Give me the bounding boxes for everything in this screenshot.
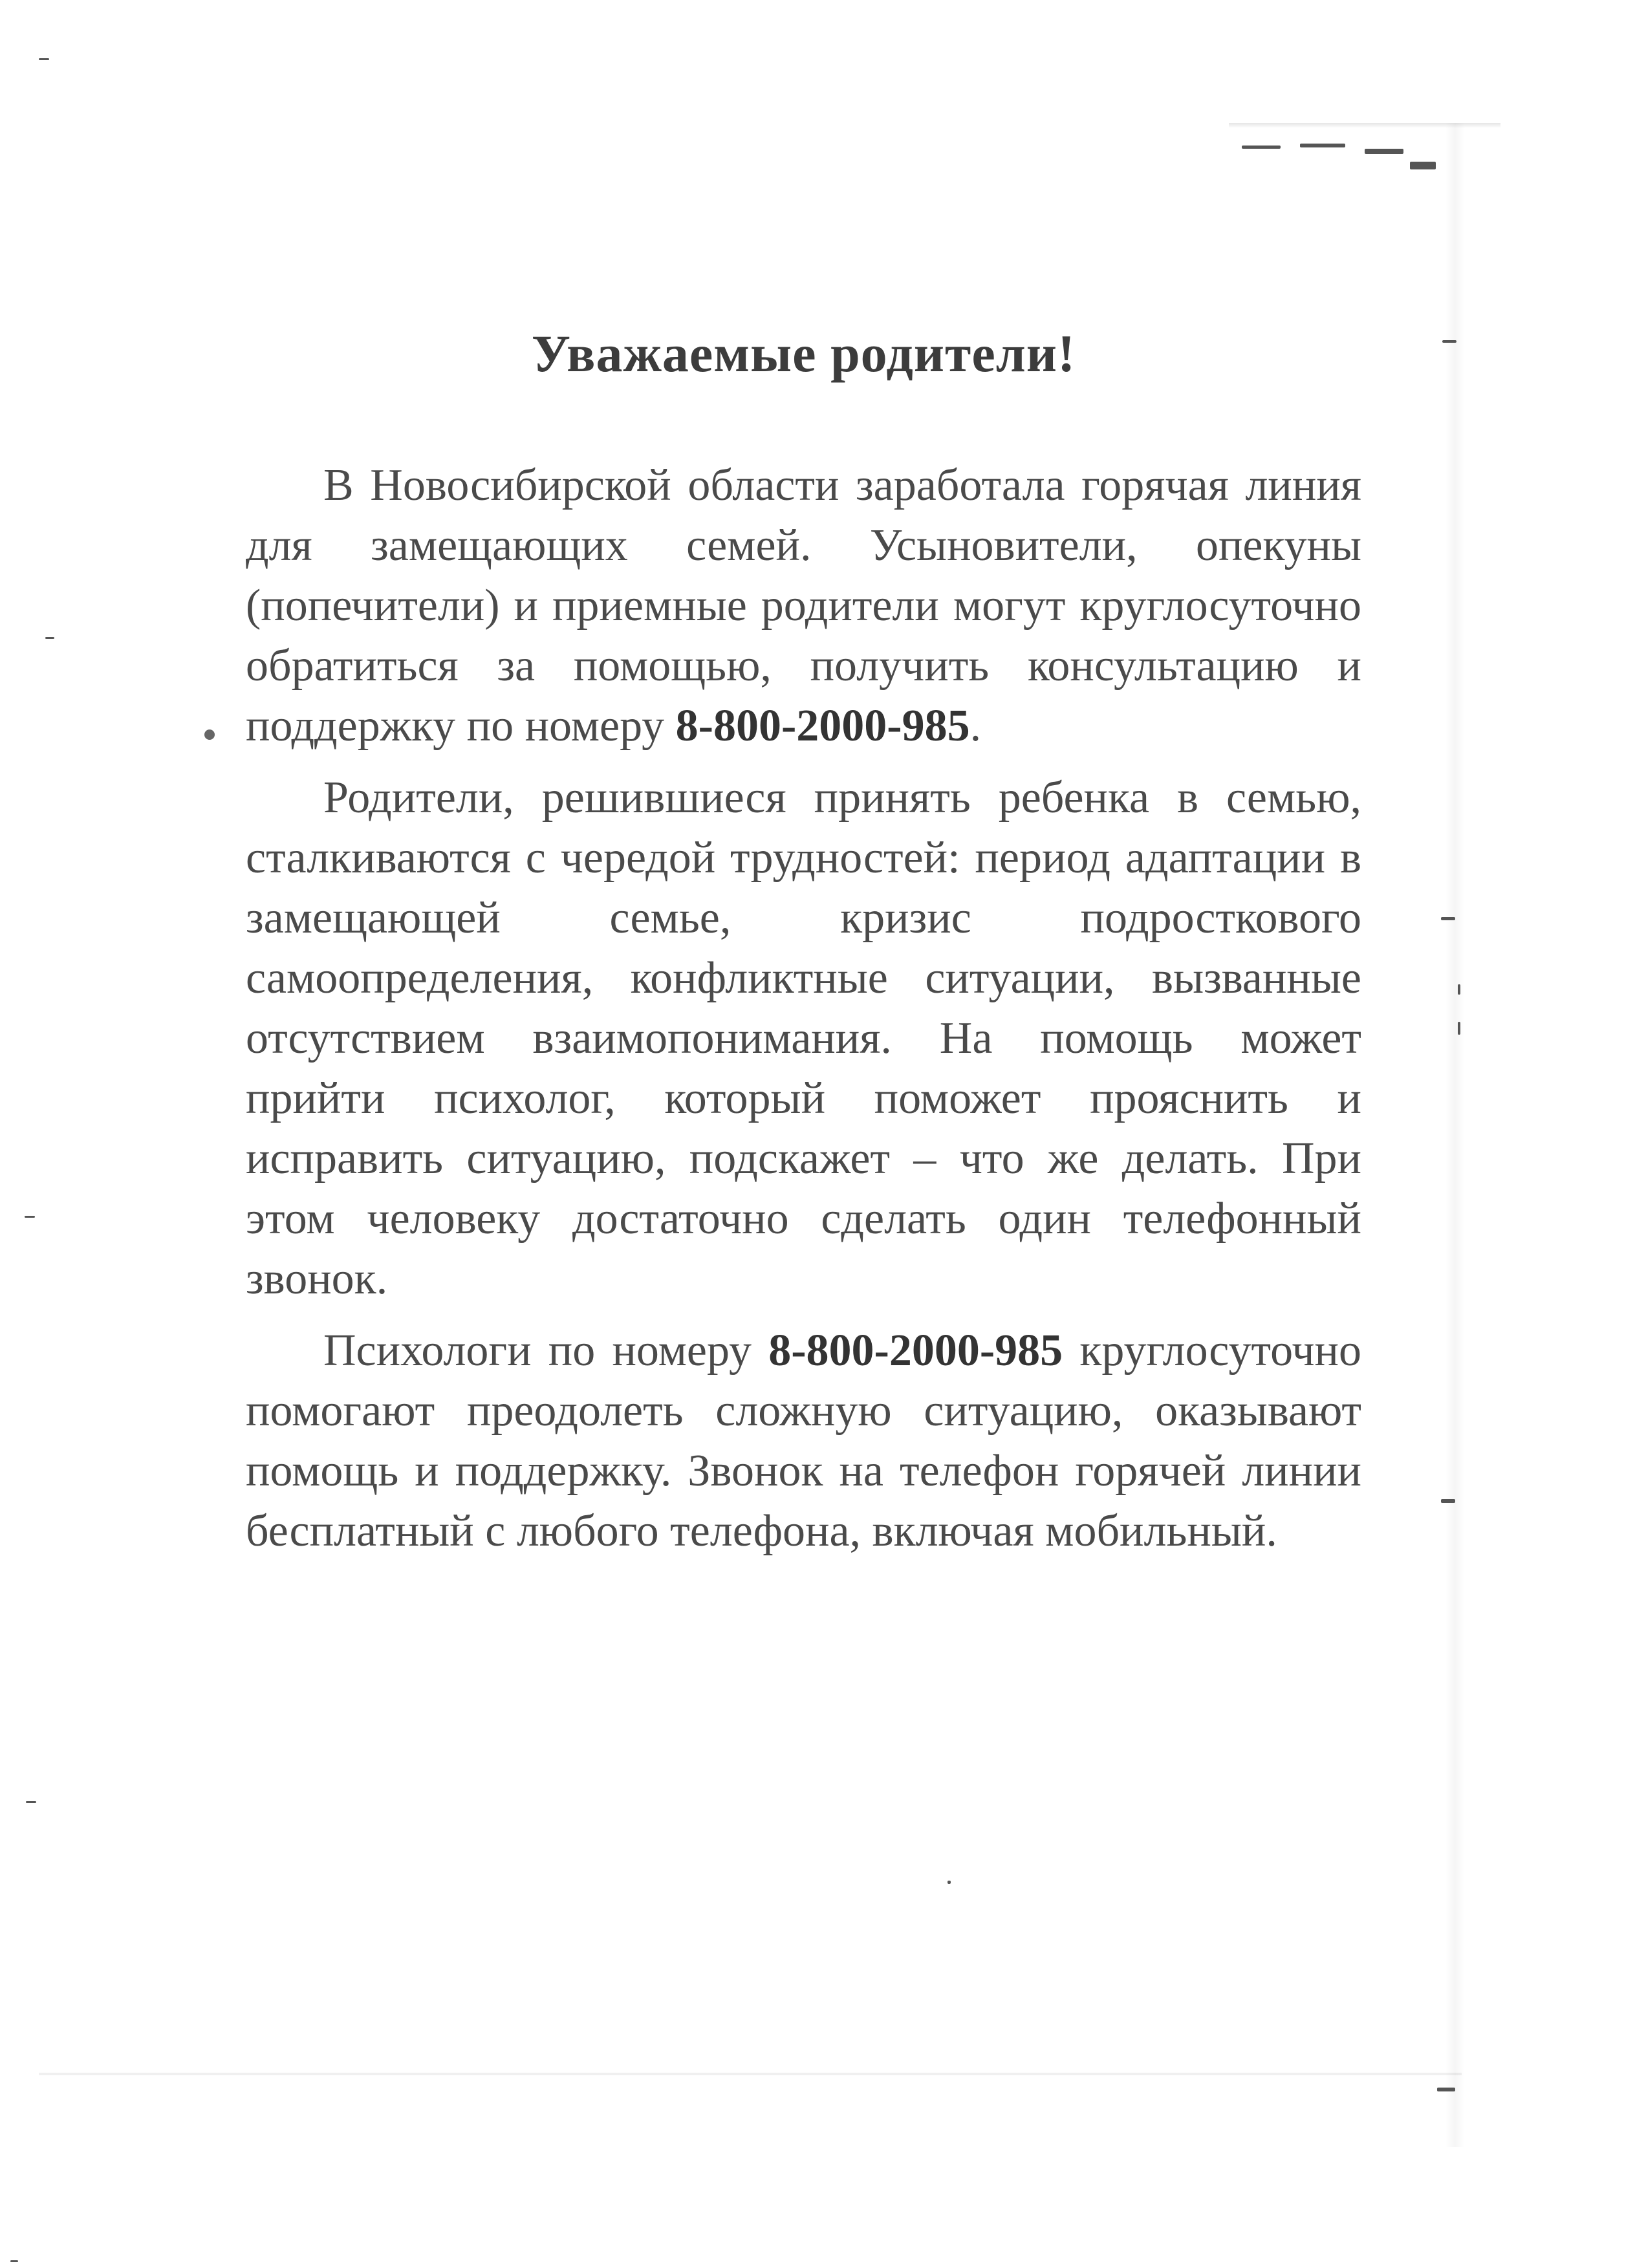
scan-speck	[1442, 340, 1456, 343]
scan-shadow	[1446, 123, 1465, 2147]
scan-speck	[1441, 1499, 1455, 1503]
paragraph-text: круглосуточно помогают преодолеть сложную ситуацию, оказывают помощь и поддержку. Звонок на телефон горячей линии бесплатный с любого телефона, включая мобильный.	[246, 1326, 1361, 1556]
paragraph-psychologists	[246, 1321, 1361, 1561]
hotline-phone-number: 8-800-2000-985	[675, 701, 970, 751]
paragraph-text: .	[969, 701, 982, 751]
document-page	[246, 323, 1361, 1573]
scan-edge-top	[1229, 123, 1500, 128]
scan-speck	[39, 58, 49, 60]
scan-speck	[1458, 1022, 1460, 1035]
paragraph-text: Психологи по номеру	[323, 1326, 769, 1376]
scan-speck	[1441, 917, 1455, 920]
scan-speck	[10, 2260, 18, 2262]
scan-speck	[947, 1881, 951, 1884]
paragraph-text: Родители, решившиеся принять ребенка в семью, сталкиваются с чередой трудностей: период адаптации в замещающей семье, кризис подросткового самоопределения, конфликтные ситуации, вызванные отсутствием взаимопонимания. На помощь может прийти психолог, который поможет прояснить и исправить ситуацию, подскажет – что же делать. При этом человеку достаточно сделать один телефонный звонок.	[246, 773, 1361, 1304]
scan-speck	[26, 1801, 36, 1803]
scan-speck	[1242, 146, 1281, 149]
scan-speck	[25, 1216, 35, 1218]
paragraph-text: В Новосибирской области заработала горячая линия для замещающих семей. Усыновители, опекуны (попечители) и приемные родители могут круглосуточно обратиться за помощью, получить консультацию и поддержку по номеру	[246, 460, 1361, 751]
scan-speck	[1300, 144, 1345, 147]
scan-speck	[45, 637, 54, 639]
scan-speck	[1410, 162, 1436, 169]
paragraph-difficulties	[246, 768, 1361, 1309]
scan-speck	[1458, 984, 1460, 995]
hotline-phone-number: 8-800-2000-985	[768, 1326, 1063, 1376]
scan-speck	[1365, 149, 1403, 154]
paragraph-hotline-intro	[246, 455, 1361, 756]
scan-speck	[204, 729, 215, 740]
document-title: Уважаемые родители!	[531, 324, 1076, 383]
scan-speck	[1437, 2088, 1455, 2091]
scan-edge-bottom	[39, 2073, 1462, 2075]
